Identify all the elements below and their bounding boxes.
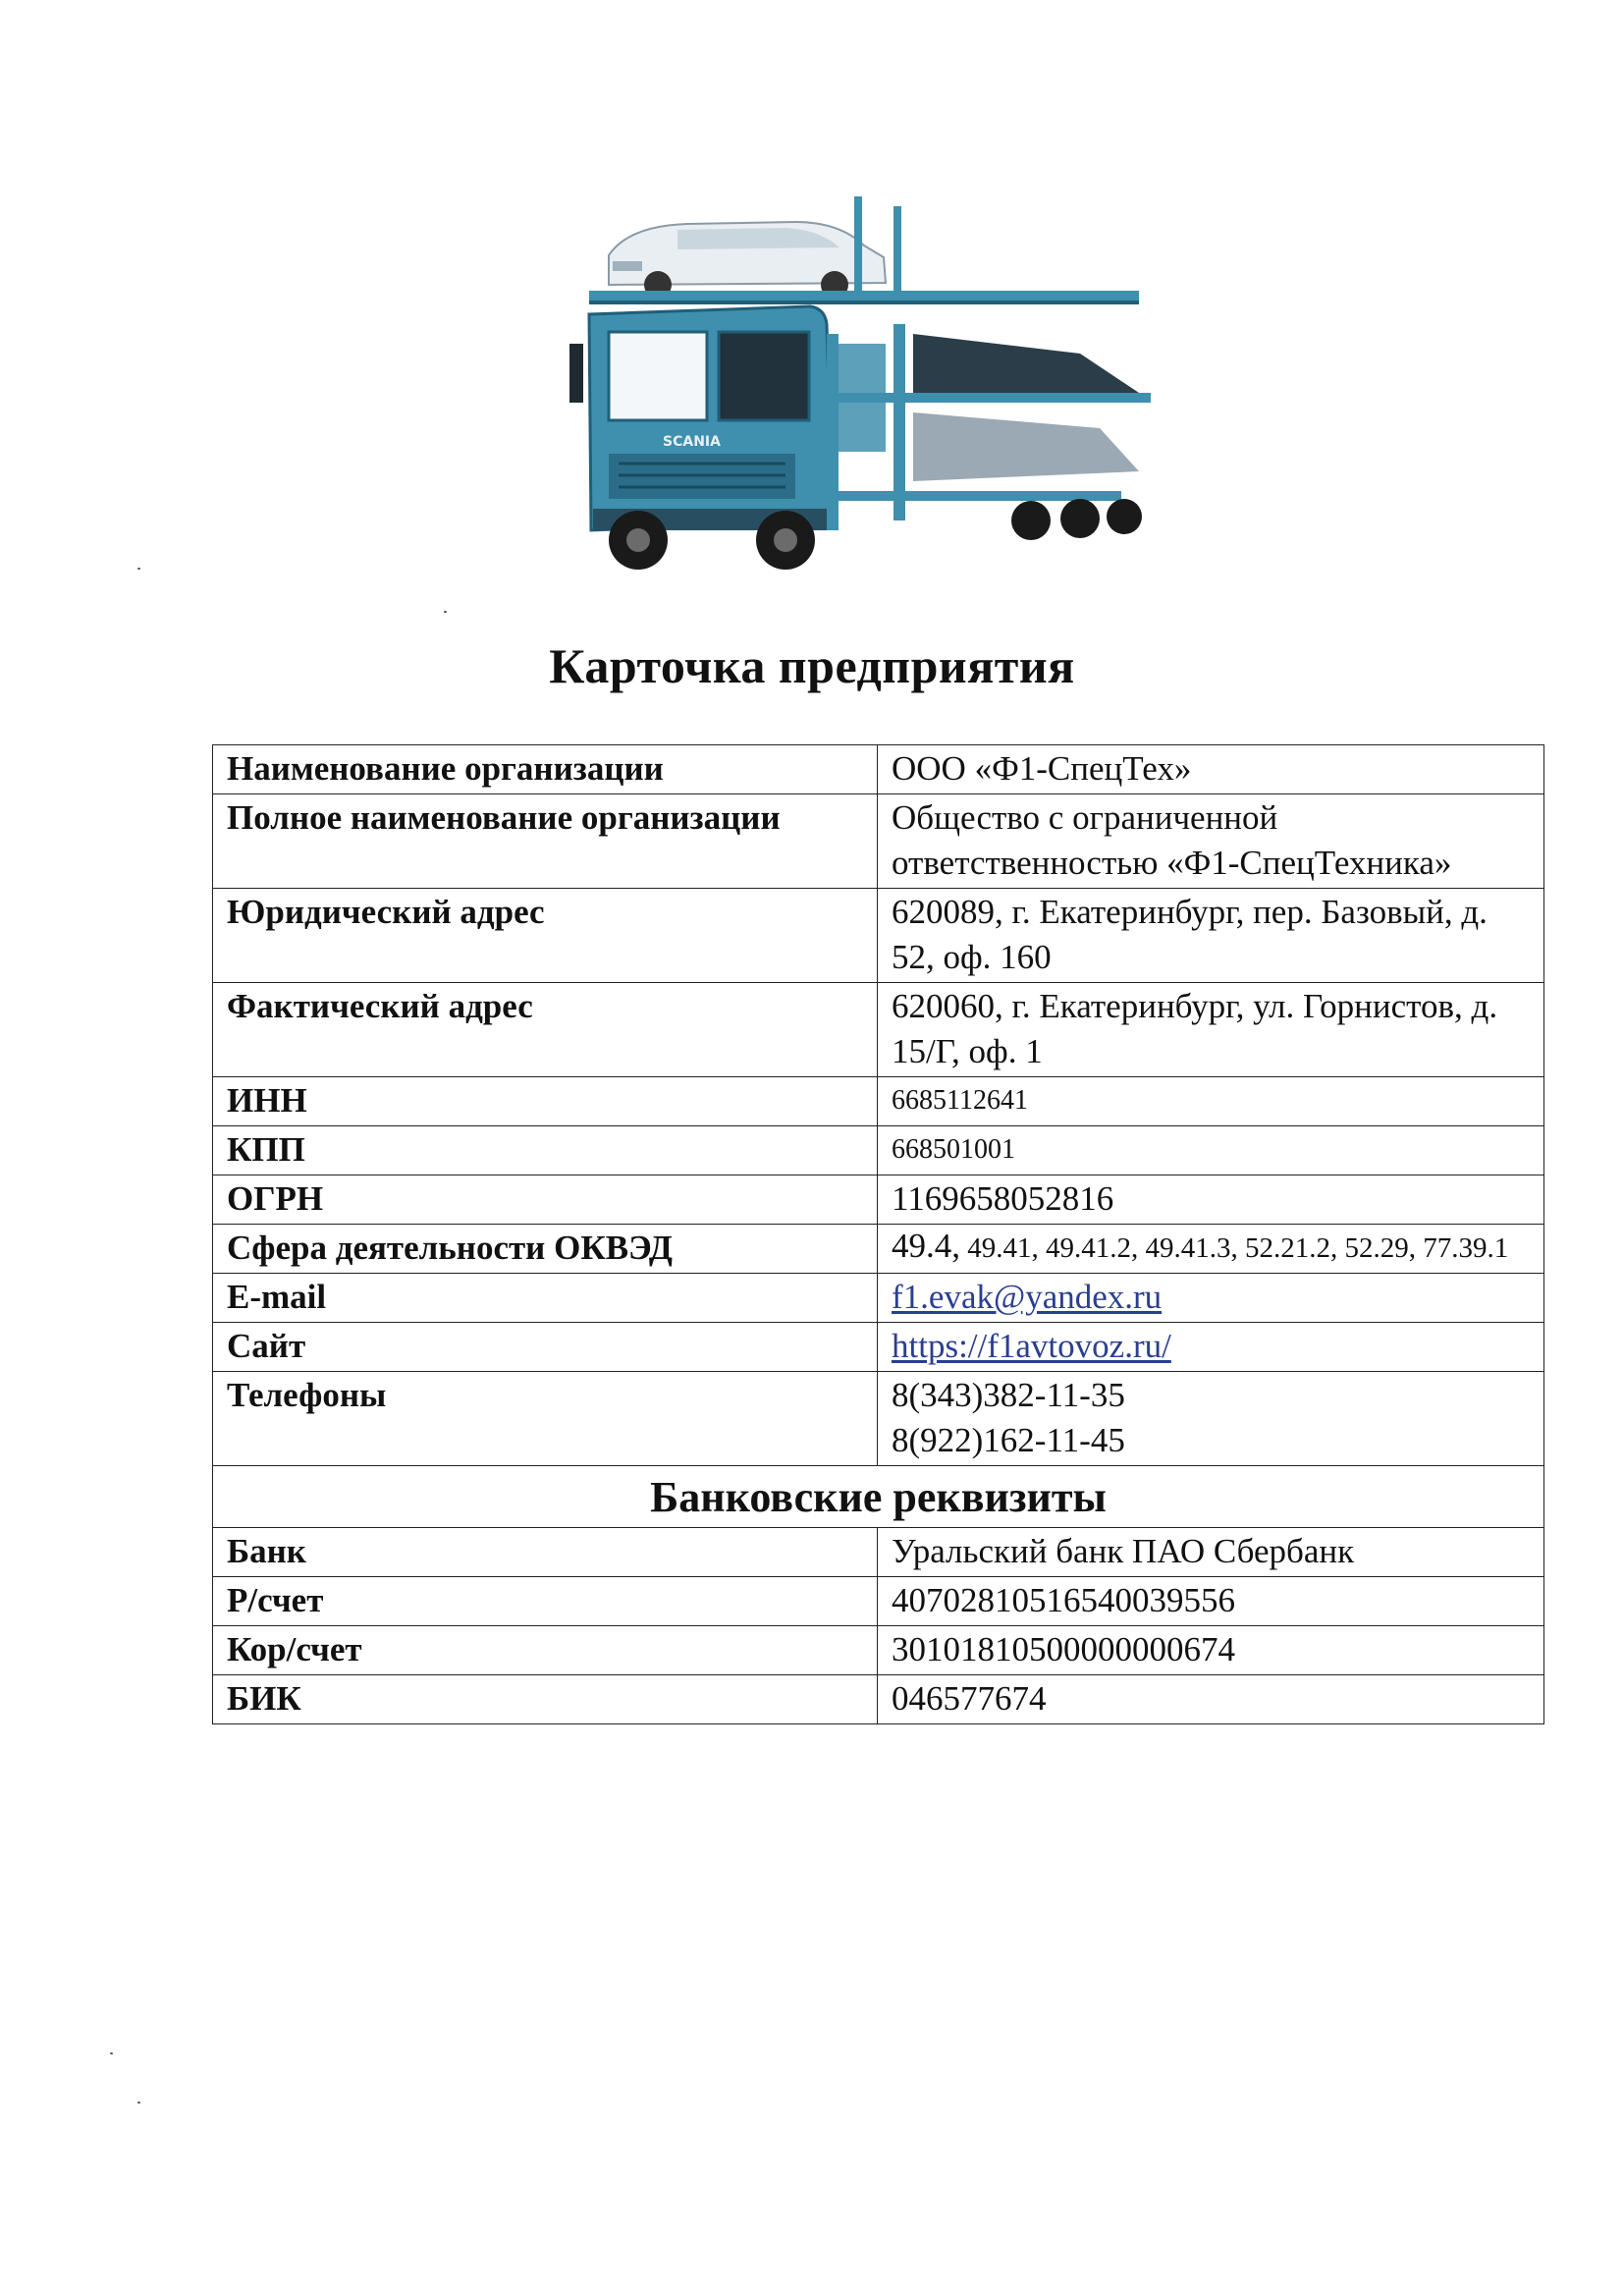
section-row [213, 1466, 1544, 1528]
table-row [213, 1675, 1544, 1724]
row-label-full-name: Полное наименование организации [213, 794, 878, 889]
site-link[interactable]: https://f1avtovoz.ru/ [892, 1327, 1171, 1365]
row-label-okved: Сфера деятельности ОКВЭД [213, 1225, 878, 1274]
row-label-org-name: Наименование организации [213, 745, 878, 794]
table-row [213, 1626, 1544, 1675]
row-label-bik: БИК [213, 1675, 878, 1724]
okved-additional-codes: 49.41, 49.41.2, 49.41.3, 52.21.2, 52.29, 77.39.1 [960, 1232, 1509, 1264]
table-row [213, 1528, 1544, 1577]
row-value-site [878, 1323, 1544, 1372]
row-value-inn: 6685112641 [878, 1077, 1544, 1126]
row-label-email: E-mail [213, 1274, 878, 1323]
row-value-phones [878, 1372, 1544, 1466]
svg-text:SCANIA: SCANIA [663, 434, 721, 450]
row-label-ogrn: ОГРН [213, 1175, 878, 1225]
company-card-table [212, 744, 1544, 1724]
row-value-org-name: ООО «Ф1-СпецТех» [878, 745, 1544, 794]
table-row [213, 1372, 1544, 1466]
trailer-structure [827, 324, 1151, 530]
table-row [213, 745, 1544, 794]
row-label-bank: Банк [213, 1528, 878, 1577]
row-value-ogrn: 1169658052816 [878, 1175, 1544, 1225]
table-row [213, 1175, 1544, 1225]
email-link[interactable]: f1.evak@yandex.ru [892, 1278, 1163, 1316]
table-row [213, 1225, 1544, 1274]
table-row [213, 889, 1544, 983]
row-label-legal-address: Юридический адрес [213, 889, 878, 983]
row-value-account: 40702810516540039556 [878, 1577, 1544, 1626]
row-value-full-name: Общество с ограниченной ответственностью «Ф1-СпецТехника» [878, 794, 1544, 889]
truck-cab [569, 306, 833, 530]
row-value-corr-account: 30101810500000000674 [878, 1626, 1544, 1675]
row-value-bank: Уральский банк ПАО Сбербанк [878, 1528, 1544, 1577]
scan-speck [110, 2052, 113, 2054]
table-row [213, 1274, 1544, 1323]
table-row [213, 794, 1544, 889]
row-value-kpp: 668501001 [878, 1126, 1544, 1175]
row-value-bik: 046577674 [878, 1675, 1544, 1724]
row-label-kpp: КПП [213, 1126, 878, 1175]
table-row [213, 983, 1544, 1077]
row-label-phones: Телефоны [213, 1372, 878, 1466]
car-carrier-truck-illustration [569, 196, 1178, 589]
row-value-okved [878, 1225, 1544, 1274]
row-label-account: Р/счет [213, 1577, 878, 1626]
row-value-actual-address: 620060, г. Екатеринбург, ул. Горнистов, д. 15/Г, оф. 1 [878, 983, 1544, 1077]
row-label-actual-address: Фактический адрес [213, 983, 878, 1077]
scan-speck [137, 2102, 140, 2104]
row-value-legal-address: 620089, г. Екатеринбург, пер. Базовый, д. 52, оф. 160 [878, 889, 1544, 983]
row-label-site: Сайт [213, 1323, 878, 1372]
row-label-corr-account: Кор/счет [213, 1626, 878, 1675]
scan-speck [444, 611, 447, 613]
row-value-email [878, 1274, 1544, 1323]
table-row [213, 1323, 1544, 1372]
table-row [213, 1077, 1544, 1126]
row-label-inn: ИНН [213, 1077, 878, 1126]
table-row [213, 1577, 1544, 1626]
bank-section-title: Банковские реквизиты [213, 1466, 1544, 1528]
phone-number: 8(343)382-11-35 [892, 1376, 1125, 1414]
scan-speck [137, 568, 140, 570]
okved-main-code: 49.4, [892, 1227, 960, 1265]
page-title: Карточка предприятия [549, 638, 1075, 693]
top-car-icon [609, 222, 886, 299]
table-row [213, 1126, 1544, 1175]
phone-number: 8(922)162-11-45 [892, 1421, 1125, 1459]
